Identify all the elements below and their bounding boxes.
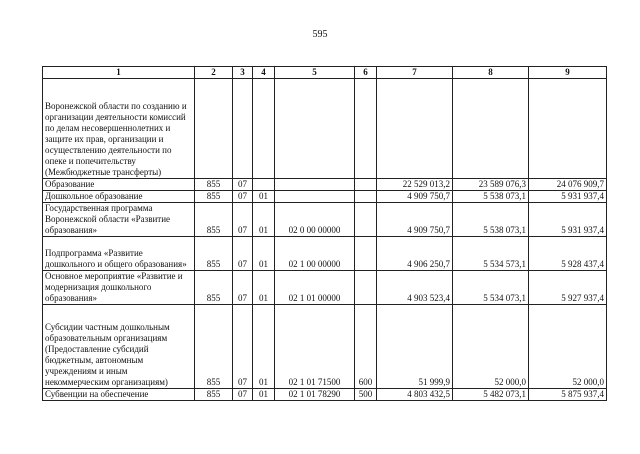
cell-section: 07 — [233, 237, 253, 271]
cell-expense-type: 600 — [355, 305, 377, 389]
table-row — [43, 389, 607, 401]
cell-amount-3: 5 931 937,4 — [529, 203, 607, 237]
cell-subsection: 01 — [253, 237, 275, 271]
header-cell: 8 — [453, 67, 529, 79]
cell-expense-type — [355, 203, 377, 237]
cell-subsection: 01 — [253, 271, 275, 305]
cell-target — [275, 179, 355, 191]
table-row — [43, 271, 607, 305]
header-cell: 4 — [253, 67, 275, 79]
cell-code: 855 — [195, 389, 233, 401]
cell-target — [275, 191, 355, 203]
cell-amount-2: 5 482 073,1 — [453, 389, 529, 401]
cell-amount-3: 5 927 937,4 — [529, 271, 607, 305]
table-row — [43, 191, 607, 203]
cell-amount-2: 5 534 573,1 — [453, 237, 529, 271]
table-row — [43, 203, 607, 237]
cell-code: 855 — [195, 305, 233, 389]
cell-target — [275, 79, 355, 179]
cell-amount-2 — [453, 79, 529, 179]
cell-amount-3: 5 931 937,4 — [529, 191, 607, 203]
row-name: Субвенции на обеспечение — [43, 389, 195, 401]
table-header-row — [43, 67, 607, 79]
header-cell: 9 — [529, 67, 607, 79]
cell-amount-2: 52 000,0 — [453, 305, 529, 389]
cell-section: 07 — [233, 271, 253, 305]
table-row — [43, 305, 607, 389]
table-row — [43, 237, 607, 271]
header-cell: 7 — [377, 67, 453, 79]
cell-target: 02 1 01 78290 — [275, 389, 355, 401]
table-row — [43, 79, 607, 179]
cell-amount-2: 5 538 073,1 — [453, 203, 529, 237]
page-number: 595 — [312, 29, 328, 40]
row-name: Дошкольное образование — [43, 191, 195, 203]
cell-target: 02 1 01 00000 — [275, 271, 355, 305]
cell-amount-1: 4 909 750,7 — [377, 191, 453, 203]
header-cell: 1 — [43, 67, 195, 79]
budget-table — [42, 66, 607, 401]
cell-amount-1: 4 803 432,5 — [377, 389, 453, 401]
cell-expense-type — [355, 271, 377, 305]
row-name: Подпрограмма «Развитие дошкольного и общего образования» — [43, 237, 195, 271]
header-cell: 6 — [355, 67, 377, 79]
cell-subsection: 01 — [253, 203, 275, 237]
cell-expense-type — [355, 179, 377, 191]
header-cell: 5 — [275, 67, 355, 79]
cell-expense-type: 500 — [355, 389, 377, 401]
cell-code: 855 — [195, 237, 233, 271]
cell-amount-1: 51 999,9 — [377, 305, 453, 389]
cell-amount-1: 4 903 523,4 — [377, 271, 453, 305]
row-name: Государственная программа Воронежской области «Развитие образования» — [43, 203, 195, 237]
cell-section: 07 — [233, 305, 253, 389]
cell-subsection: 01 — [253, 389, 275, 401]
row-name: Субсидии частным дошкольным образовательным организациям (Предоставление субсидий бюджетным, автономным учреждениям и иным некоммерческим организациям) — [43, 305, 195, 389]
cell-expense-type — [355, 191, 377, 203]
cell-section: 07 — [233, 389, 253, 401]
cell-amount-3 — [529, 79, 607, 179]
cell-expense-type — [355, 237, 377, 271]
cell-amount-2: 5 534 073,1 — [453, 271, 529, 305]
cell-target: 02 0 00 00000 — [275, 203, 355, 237]
cell-code: 855 — [195, 271, 233, 305]
cell-subsection — [253, 79, 275, 179]
cell-amount-2: 5 538 073,1 — [453, 191, 529, 203]
cell-section: 07 — [233, 191, 253, 203]
cell-amount-3: 5 875 937,4 — [529, 389, 607, 401]
cell-subsection: 01 — [253, 191, 275, 203]
cell-amount-1: 22 529 013,2 — [377, 179, 453, 191]
cell-code: 855 — [195, 203, 233, 237]
header-cell: 2 — [195, 67, 233, 79]
cell-section — [233, 79, 253, 179]
cell-code: 855 — [195, 191, 233, 203]
cell-section: 07 — [233, 203, 253, 237]
cell-target: 02 1 00 00000 — [275, 237, 355, 271]
cell-section: 07 — [233, 179, 253, 191]
cell-amount-2: 23 589 076,3 — [453, 179, 529, 191]
cell-amount-1 — [377, 79, 453, 179]
cell-amount-3: 24 076 909,7 — [529, 179, 607, 191]
table-row — [43, 179, 607, 191]
cell-amount-1: 4 909 750,7 — [377, 203, 453, 237]
cell-code — [195, 79, 233, 179]
cell-amount-3: 5 928 437,4 — [529, 237, 607, 271]
row-name: Основное мероприятие «Развитие и модернизация дошкольного образования» — [43, 271, 195, 305]
cell-target: 02 1 01 71500 — [275, 305, 355, 389]
cell-code: 855 — [195, 179, 233, 191]
cell-amount-1: 4 906 250,7 — [377, 237, 453, 271]
cell-expense-type — [355, 79, 377, 179]
row-name: Воронежской области по созданию и организации деятельности комиссий по делам несовершеннолетних и защите их прав, организации и осуществлению деятельности по опеке и попечительству (Межбюджетные трансферты) — [43, 79, 195, 179]
cell-amount-3: 52 000,0 — [529, 305, 607, 389]
cell-subsection — [253, 179, 275, 191]
cell-subsection: 01 — [253, 305, 275, 389]
header-cell: 3 — [233, 67, 253, 79]
row-name: Образование — [43, 179, 195, 191]
